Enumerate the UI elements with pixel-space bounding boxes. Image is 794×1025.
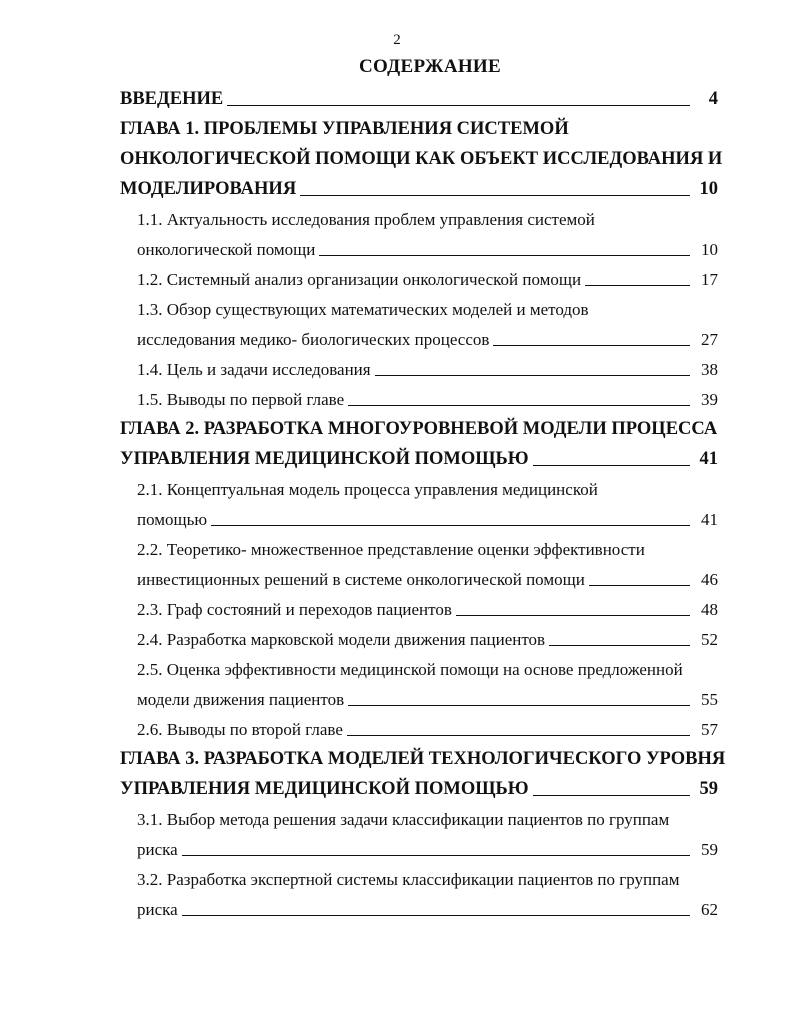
toc-line bbox=[120, 382, 718, 412]
toc-leader-line bbox=[589, 585, 690, 586]
toc-entry-text: МОДЕЛИРОВАНИЯ bbox=[120, 179, 297, 199]
toc-section-entry bbox=[120, 472, 718, 532]
toc-title: СОДЕРЖАНИЕ bbox=[359, 56, 501, 77]
toc-entry-text: 1.2. Системный анализ организации онкологической помощи bbox=[137, 270, 582, 289]
toc-entry-text: 2.2. Теоретико- множественное представление оценки эффективности bbox=[137, 540, 645, 559]
toc-page-number: 10 bbox=[701, 240, 718, 259]
toc-section-entry bbox=[120, 802, 718, 862]
toc-entry-text: ГЛАВА 1. ПРОБЛЕМЫ УПРАВЛЕНИЯ СИСТЕМОЙ bbox=[120, 119, 569, 139]
toc-leader-line bbox=[533, 465, 690, 466]
toc-line bbox=[120, 802, 718, 832]
toc-page-number: 48 bbox=[701, 600, 718, 619]
toc-entry-text: 2.1. Концептуальная модель процесса управления медицинской bbox=[137, 480, 598, 499]
toc-line bbox=[120, 652, 718, 682]
toc-leader-line bbox=[585, 285, 690, 286]
toc-entry-text: инвестиционных решений в системе онкологической помощи bbox=[137, 570, 585, 589]
toc-leader-line bbox=[347, 735, 690, 736]
toc-entry-text: 3.1. Выбор метода решения задачи классификации пациентов по группам bbox=[137, 810, 670, 829]
toc-entry-text: ВВЕДЕНИЕ bbox=[120, 89, 224, 109]
toc-entry-text: риска bbox=[137, 900, 178, 919]
toc-leader-line bbox=[348, 705, 690, 706]
toc-entry-text: ГЛАВА 2. РАЗРАБОТКА МНОГОУРОВНЕВОЙ МОДЕЛИ ПРОЦЕССА bbox=[120, 419, 718, 439]
table-of-contents bbox=[120, 82, 726, 922]
toc-line bbox=[120, 442, 718, 472]
toc-entry-text: ГЛАВА 3. РАЗРАБОТКА МОДЕЛЕЙ ТЕХНОЛОГИЧЕСКОГО УРОВНЯ bbox=[120, 749, 726, 769]
toc-chapter-entry bbox=[120, 112, 723, 202]
toc-entry-text: исследования медико- биологических процессов bbox=[137, 330, 490, 349]
toc-page-number: 41 bbox=[699, 449, 718, 469]
toc-entry-text: 1.4. Цель и задачи исследования bbox=[137, 360, 371, 379]
toc-line bbox=[120, 592, 718, 622]
toc-leader-line bbox=[348, 405, 690, 406]
toc-leader-line bbox=[182, 855, 690, 856]
toc-section-entry bbox=[120, 712, 718, 742]
toc-leader-line bbox=[211, 525, 690, 526]
toc-entry-text: 3.2. Разработка экспертной системы классификации пациентов по группам bbox=[137, 870, 680, 889]
toc-leader-line bbox=[456, 615, 690, 616]
toc-leader-line bbox=[227, 105, 690, 106]
toc-entry-text: модели движения пациентов bbox=[137, 690, 345, 709]
toc-leader-line bbox=[493, 345, 690, 346]
toc-entry-text: помощью bbox=[137, 510, 208, 529]
toc-leader-line bbox=[533, 795, 690, 796]
toc-line bbox=[120, 712, 718, 742]
toc-page-number: 59 bbox=[699, 779, 718, 799]
toc-section-entry bbox=[120, 532, 718, 592]
toc-leader-line bbox=[375, 375, 690, 376]
toc-page-number: 38 bbox=[701, 360, 718, 379]
toc-page-number: 52 bbox=[701, 630, 718, 649]
toc-page-number: 55 bbox=[701, 690, 718, 709]
toc-page-number: 10 bbox=[699, 179, 718, 199]
toc-page-number: 4 bbox=[708, 89, 718, 109]
toc-section-entry bbox=[120, 202, 718, 262]
toc-line bbox=[120, 412, 718, 442]
toc-line bbox=[120, 292, 718, 322]
toc-line bbox=[120, 142, 723, 172]
toc-entry-text: 2.4. Разработка марковской модели движения пациентов bbox=[137, 630, 546, 649]
toc-entry-text: онкологической помощи bbox=[137, 240, 316, 259]
toc-line bbox=[120, 262, 718, 292]
toc-line bbox=[120, 892, 718, 922]
toc-chapter-entry bbox=[120, 82, 718, 112]
toc-line bbox=[120, 832, 718, 862]
toc-entry-text: 2.3. Граф состояний и переходов пациентов bbox=[137, 600, 452, 619]
toc-line bbox=[120, 352, 718, 382]
toc-page-number: 57 bbox=[701, 720, 718, 739]
toc-entry-text: УПРАВЛЕНИЯ МЕДИЦИНСКОЙ ПОМОЩЬЮ bbox=[120, 779, 529, 799]
toc-section-entry bbox=[120, 622, 718, 652]
toc-leader-line bbox=[300, 195, 690, 196]
toc-line bbox=[120, 472, 718, 502]
page-number: 2 bbox=[393, 32, 401, 48]
toc-line bbox=[120, 772, 718, 802]
toc-entry-text: 1.1. Актуальность исследования проблем управления системой bbox=[137, 210, 595, 229]
toc-line bbox=[120, 202, 718, 232]
toc-line bbox=[120, 322, 718, 352]
toc-section-entry bbox=[120, 262, 718, 292]
toc-line bbox=[120, 532, 718, 562]
toc-leader-line bbox=[182, 915, 690, 916]
toc-entry-text: ОНКОЛОГИЧЕСКОЙ ПОМОЩИ КАК ОБЪЕКТ ИССЛЕДОВАНИЯ И bbox=[120, 149, 723, 169]
toc-entry-text: риска bbox=[137, 840, 178, 859]
toc-section-entry bbox=[120, 352, 718, 382]
toc-page-number: 27 bbox=[701, 330, 718, 349]
toc-page-number: 46 bbox=[701, 570, 718, 589]
toc-page-number: 62 bbox=[701, 900, 718, 919]
toc-entry-text: 1.5. Выводы по первой главе bbox=[137, 390, 345, 409]
toc-entry-text: 2.5. Оценка эффективности медицинской помощи на основе предложенной bbox=[137, 660, 683, 679]
toc-line bbox=[120, 622, 718, 652]
toc-line bbox=[120, 172, 718, 202]
toc-page-number: 59 bbox=[701, 840, 718, 859]
toc-line bbox=[120, 232, 718, 262]
toc-line bbox=[120, 502, 718, 532]
toc-leader-line bbox=[319, 255, 690, 256]
toc-entry-text: 1.3. Обзор существующих математических моделей и методов bbox=[137, 300, 589, 319]
toc-chapter-entry bbox=[120, 742, 726, 802]
toc-line bbox=[120, 562, 718, 592]
toc-entry-text: УПРАВЛЕНИЯ МЕДИЦИНСКОЙ ПОМОЩЬЮ bbox=[120, 449, 529, 469]
toc-section-entry bbox=[120, 652, 718, 712]
toc-page-number: 41 bbox=[701, 510, 718, 529]
toc-line bbox=[120, 862, 718, 892]
toc-section-entry bbox=[120, 292, 718, 352]
toc-page-number: 39 bbox=[701, 390, 718, 409]
toc-section-entry bbox=[120, 382, 718, 412]
toc-entry-text: 2.6. Выводы по второй главе bbox=[137, 720, 343, 739]
toc-line bbox=[120, 682, 718, 712]
toc-leader-line bbox=[549, 645, 690, 646]
toc-chapter-entry bbox=[120, 412, 718, 472]
toc-section-entry bbox=[120, 862, 718, 922]
toc-section-entry bbox=[120, 592, 718, 622]
toc-page-number: 17 bbox=[701, 270, 718, 289]
toc-line bbox=[120, 742, 726, 772]
toc-line bbox=[120, 112, 718, 142]
toc-line bbox=[120, 82, 718, 112]
